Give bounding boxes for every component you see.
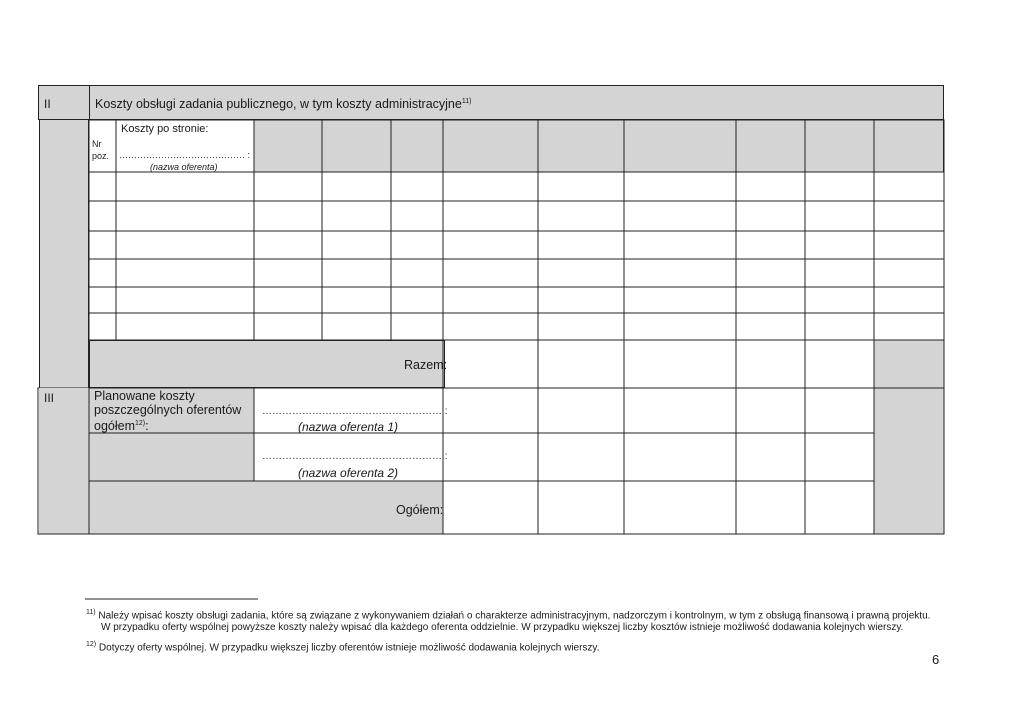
footnote-11-line1: Należy wpisać koszty obsługi zadania, które są związane z wykonywaniem działań o charakterze administracyjnym, nadzorczym i kontrolnym, w tym z obsługą finansową i prawną projektu. — [98, 610, 931, 622]
footnote-11-line2: W przypadku oferty wspólnej powyższe koszty należy wpisać dla każdego oferenta oddzielnie. W przypadku większej liczby kosztów istnieje możliwość dodawania kolejnych wierszy. — [101, 622, 904, 633]
offeror2-name: (nazwa oferenta 2) — [298, 466, 399, 480]
footnote-ref-12: 12) — [135, 420, 146, 427]
grand-total-label: Ogółem: — [396, 503, 444, 517]
footnote-11-continued — [101, 621, 903, 635]
section-iii-number: III — [44, 391, 55, 405]
footnote-ref-11: 11) — [461, 97, 472, 105]
poz-label: poz. — [92, 151, 110, 161]
footnote-12-line1: Dotyczy oferty wspólnej. W przypadku większej liczby oferentów istnieje możliwość dodawania kolejnych wierszy. — [98, 642, 600, 654]
footnote-12 — [86, 638, 599, 655]
party-name-dots: …………………………………… : — [119, 150, 251, 160]
nr-label: Nr — [92, 139, 102, 149]
section-iii-title: Planowane koszty poszczególnych oferentów ogółem$^{12)}$: — [94, 389, 242, 434]
party-name-caption: (nazwa oferenta) — [150, 162, 218, 172]
footnote-11-mark: 11) — [86, 609, 96, 616]
offeror1-name: (nazwa oferenta 1) — [298, 420, 399, 434]
page-number: 6 — [932, 652, 940, 667]
offeror2-dots: ……………………………………………… : — [262, 451, 448, 462]
total-label: Razem: — [404, 358, 448, 372]
section-ii-number: II — [44, 97, 51, 111]
footnote-12-mark: 12) — [86, 641, 97, 648]
offeror1-dots: ……………………………………………… : — [262, 406, 448, 417]
section-ii-title: Koszty obsługi zadania publicznego, w tym koszty administracyjne$^{11)}$ — [95, 97, 472, 111]
costs-by-party-label: Koszty po stronie: — [121, 123, 209, 135]
